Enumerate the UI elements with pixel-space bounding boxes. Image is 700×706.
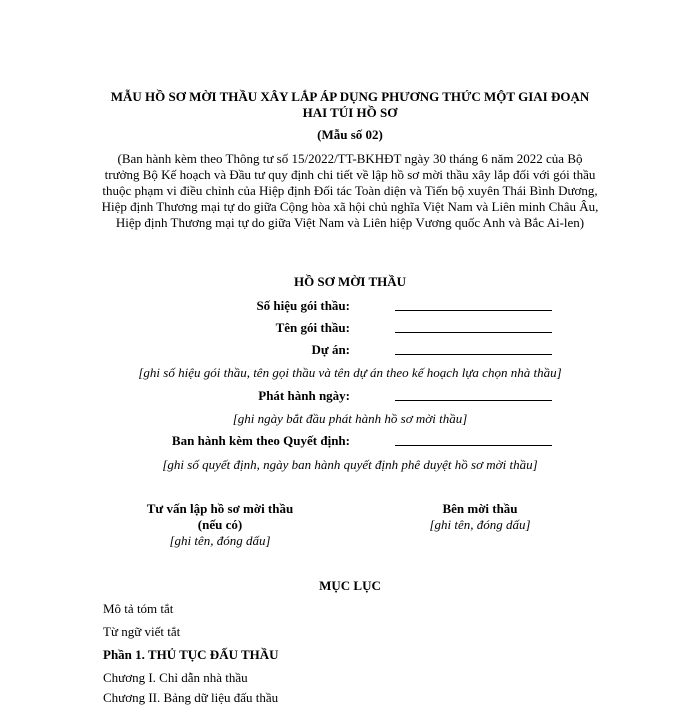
package-name-label: Tên gói thầu: [275, 320, 350, 335]
decision-row [0, 433, 700, 449]
release-date-row [0, 388, 700, 404]
consultant-note: [ghi tên, đóng dấu] [169, 533, 271, 548]
consultant-title: Tư vấn lập hồ sơ mời thầu [146, 501, 294, 516]
toc-item: Chương II. Bảng dữ liệu đấu thầu [103, 690, 279, 705]
toc-heading: MỤC LỤC [319, 578, 381, 593]
project-row [0, 342, 700, 358]
decision-note: [ghi số quyết định, ngày ban hành quyết định phê duyệt hồ sơ mời thầu] [162, 457, 538, 472]
package-name-row [0, 320, 700, 336]
date-note: [ghi ngày bắt đầu phát hành hồ sơ mời thầu] [232, 411, 468, 426]
project-blank [395, 342, 552, 355]
inviter-title: Bên mời thầu [442, 501, 518, 516]
release-date-label: Phát hành ngày: [258, 388, 350, 403]
project-label: Dự án: [311, 342, 350, 357]
consultant-signature [120, 501, 320, 549]
toc-item: Phần 1. THỦ TỤC ĐẤU THẦU [103, 647, 279, 662]
issued-statement: (Ban hành kèm theo Thông tư số 15/2022/TT-BKHĐT ngày 30 tháng 6 năm 2022 của Bộ trưởng Bộ Kế hoạch và Đầu tư quy định chi tiết về lập hồ sơ mời thầu xây lắp đối với gói thầu thuộc phạm vi điều chỉnh của Hiệp định Đối tác Toàn diện và Tiến bộ xuyên Thái Bình Dương, Hiệp định Thương mại tự do giữa Cộng hòa xã hội chủ nghĩa Việt Nam và Liên minh Châu Âu, Hiệp định Thương mại tự do giữa Việt Nam và Liên hiệp Vương quốc Anh và Bắc Ai-len) [101, 151, 599, 230]
consultant-subtitle: (nếu có) [197, 517, 243, 532]
package-name-blank [395, 320, 552, 333]
toc-item: Chương I. Chỉ dẫn nhà thầu [103, 670, 248, 685]
package-number-row [0, 298, 700, 314]
decision-blank [395, 433, 552, 446]
release-date-blank [395, 388, 552, 401]
cover-heading: HỒ SƠ MỜI THẦU [293, 274, 407, 289]
decision-label: Ban hành kèm theo Quyết định: [171, 433, 350, 448]
toc-item: Từ ngữ viết tắt [103, 624, 181, 639]
toc-item: Mô tả tóm tắt [103, 601, 174, 616]
package-number-label: Số hiệu gói thầu: [256, 298, 350, 313]
form-number: (Mẫu số 02) [317, 127, 383, 142]
package-number-blank [395, 298, 552, 311]
inviter-signature [380, 501, 580, 533]
inviter-note: [ghi tên, đóng dấu] [429, 517, 531, 532]
document-title: MẪU HỒ SƠ MỜI THẦU XÂY LẮP ÁP DỤNG PHƯƠNG THỨC MỘT GIAI ĐOẠN HAI TÚI HỒ SƠ [110, 89, 590, 120]
package-note: [ghi số hiệu gói thầu, tên gọi thầu và tên dự án theo kế hoạch lựa chọn nhà thầu] [138, 365, 562, 380]
